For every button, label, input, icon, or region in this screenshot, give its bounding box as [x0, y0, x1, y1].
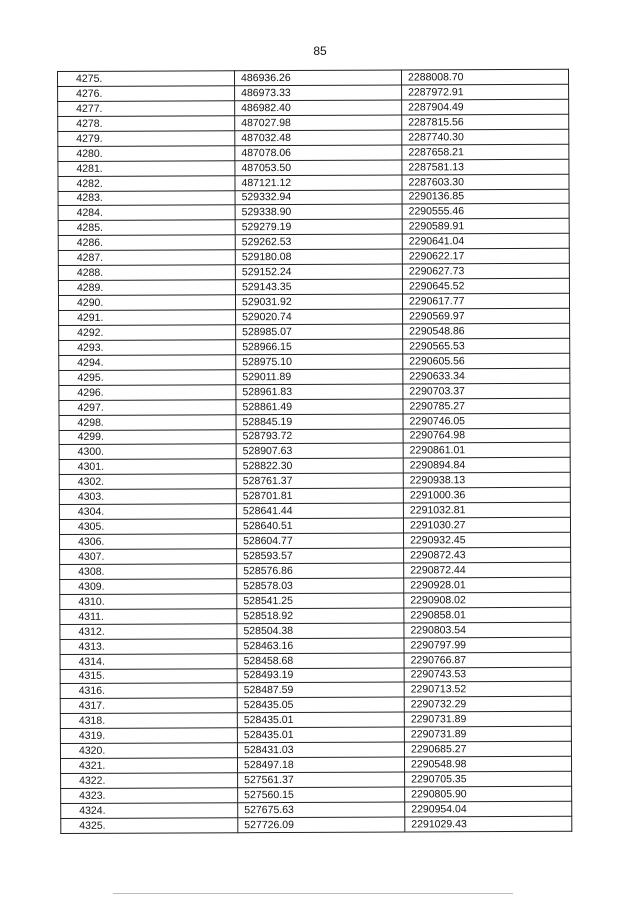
- northing-cell: 2290805.90: [405, 786, 572, 802]
- northing-cell: 2287972.91: [402, 84, 569, 100]
- easting-cell: 527561.37: [238, 772, 405, 788]
- point-number-cell: 4296.: [59, 384, 236, 400]
- northing-cell: 2291030.27: [403, 517, 570, 533]
- point-number-cell: 4289.: [58, 280, 235, 296]
- northing-cell: 2290622.17: [402, 249, 569, 265]
- point-number-cell: 4301.: [59, 459, 236, 475]
- point-number-cell: 4325.: [61, 818, 238, 834]
- easting-cell: 529180.08: [235, 249, 402, 265]
- easting-cell: 528435.01: [237, 727, 404, 743]
- northing-cell: 2290617.77: [402, 293, 569, 309]
- bottom-rule: [113, 893, 513, 894]
- easting-cell: 528463.16: [237, 638, 404, 654]
- northing-cell: 2290858.01: [404, 607, 571, 623]
- easting-cell: 528497.18: [237, 757, 404, 773]
- easting-cell: 527675.63: [238, 802, 405, 818]
- point-number-cell: 4314.: [60, 653, 237, 669]
- easting-cell: 529332.94: [235, 189, 402, 205]
- point-number-cell: 4307.: [60, 549, 237, 565]
- easting-cell: 529262.53: [235, 234, 402, 250]
- easting-cell: 528518.92: [237, 608, 404, 624]
- easting-cell: 487053.50: [235, 160, 402, 176]
- point-number-cell: 4287.: [58, 250, 235, 266]
- northing-cell: 2291032.81: [403, 502, 570, 518]
- point-number-cell: 4275.: [58, 71, 235, 87]
- northing-cell: 2287904.49: [402, 99, 569, 115]
- point-number-cell: 4309.: [60, 579, 237, 595]
- northing-cell: 2290565.53: [403, 338, 570, 354]
- point-number-cell: 4282.: [58, 175, 235, 191]
- easting-cell: 528907.63: [236, 443, 403, 459]
- northing-cell: 2290797.99: [404, 637, 571, 653]
- northing-cell: 2290731.89: [404, 727, 571, 743]
- point-number-cell: 4293.: [59, 340, 236, 356]
- northing-cell: 2290746.05: [403, 413, 570, 429]
- table-row: [61, 816, 572, 833]
- point-number-cell: 4297.: [59, 399, 236, 415]
- easting-cell: 528966.15: [236, 339, 403, 355]
- northing-cell: 2290928.01: [404, 577, 571, 593]
- northing-cell: 2290548.86: [403, 323, 570, 339]
- northing-cell: 2287815.56: [402, 114, 569, 130]
- point-number-cell: 4308.: [60, 564, 237, 580]
- easting-cell: 528793.72: [236, 428, 403, 444]
- northing-cell: 2290764.98: [403, 428, 570, 444]
- northing-cell: 2288008.70: [401, 69, 568, 85]
- point-number-cell: 4312.: [60, 623, 237, 639]
- easting-cell: 528431.03: [237, 742, 404, 758]
- northing-cell: 2290136.85: [402, 189, 569, 205]
- coordinates-table: [57, 69, 572, 834]
- northing-cell: 2290872.43: [404, 547, 571, 563]
- northing-cell: 2290803.54: [404, 622, 571, 638]
- point-number-cell: 4303.: [59, 489, 236, 505]
- point-number-cell: 4316.: [60, 683, 237, 699]
- easting-cell: 528641.44: [236, 503, 403, 519]
- point-number-cell: 4281.: [58, 160, 235, 176]
- coordinates-table-body: [58, 69, 572, 833]
- easting-cell: 529011.89: [236, 369, 403, 385]
- easting-cell: 529152.24: [235, 264, 402, 280]
- easting-cell: 486936.26: [235, 70, 402, 86]
- easting-cell: 528458.68: [237, 653, 404, 669]
- point-number-cell: 4324.: [61, 803, 238, 819]
- easting-cell: 486982.40: [235, 100, 402, 116]
- easting-cell: 487121.12: [235, 175, 402, 191]
- northing-cell: 2290766.87: [404, 652, 571, 668]
- point-number-cell: 4284.: [58, 205, 235, 221]
- northing-cell: 2290938.13: [403, 473, 570, 489]
- point-number-cell: 4310.: [60, 594, 237, 610]
- northing-cell: 2290589.91: [402, 219, 569, 235]
- easting-cell: 487032.48: [235, 130, 402, 146]
- point-number-cell: 4295.: [59, 369, 236, 385]
- northing-cell: 2290548.98: [404, 756, 571, 772]
- point-number-cell: 4279.: [58, 130, 235, 146]
- point-number-cell: 4302.: [59, 474, 236, 490]
- northing-cell: 2290785.27: [403, 398, 570, 414]
- easting-cell: 529338.90: [235, 204, 402, 220]
- northing-cell: 2290605.56: [403, 353, 570, 369]
- point-number-cell: 4315.: [60, 668, 237, 684]
- point-number-cell: 4299.: [59, 429, 236, 445]
- point-number-cell: 4306.: [60, 534, 237, 550]
- easting-cell: 528604.77: [237, 533, 404, 549]
- point-number-cell: 4300.: [59, 444, 236, 460]
- point-number-cell: 4277.: [58, 101, 235, 117]
- easting-cell: 527726.09: [238, 817, 405, 833]
- point-number-cell: 4317.: [60, 698, 237, 714]
- point-number-cell: 4321.: [61, 758, 238, 774]
- easting-cell: 528822.30: [236, 458, 403, 474]
- easting-cell: 528701.81: [236, 488, 403, 504]
- point-number-cell: 4283.: [58, 190, 235, 206]
- northing-cell: 2290713.52: [404, 682, 571, 698]
- easting-cell: 528761.37: [236, 473, 403, 489]
- northing-cell: 2290743.53: [404, 667, 571, 683]
- northing-cell: 2290569.97: [403, 308, 570, 324]
- point-number-cell: 4292.: [59, 325, 236, 341]
- point-number-cell: 4322.: [61, 773, 238, 789]
- point-number-cell: 4276.: [58, 86, 235, 102]
- northing-cell: 2287658.21: [402, 144, 569, 160]
- easting-cell: 528541.25: [237, 593, 404, 609]
- northing-cell: 2290954.04: [405, 801, 572, 817]
- northing-cell: 2290732.29: [404, 697, 571, 713]
- point-number-cell: 4305.: [59, 519, 236, 535]
- northing-cell: 2290627.73: [402, 263, 569, 279]
- point-number-cell: 4313.: [60, 638, 237, 654]
- northing-cell: 2291000.36: [403, 488, 570, 504]
- northing-cell: 2290705.35: [405, 771, 572, 787]
- northing-cell: 2290555.46: [402, 204, 569, 220]
- easting-cell: 528640.51: [236, 518, 403, 534]
- easting-cell: 528435.05: [237, 697, 404, 713]
- easting-cell: 528975.10: [236, 354, 403, 370]
- point-number-cell: 4323.: [61, 788, 238, 804]
- easting-cell: 528504.38: [237, 623, 404, 639]
- easting-cell: 528593.57: [237, 548, 404, 564]
- northing-cell: 2290908.02: [404, 592, 571, 608]
- easting-cell: 528845.19: [236, 414, 403, 430]
- easting-cell: 487027.98: [235, 115, 402, 131]
- easting-cell: 529020.74: [236, 309, 403, 325]
- easting-cell: 486973.33: [235, 85, 402, 101]
- point-number-cell: 4288.: [58, 265, 235, 281]
- easting-cell: 529279.19: [235, 219, 402, 235]
- northing-cell: 2287581.13: [402, 159, 569, 175]
- point-number-cell: 4286.: [58, 235, 235, 251]
- northing-cell: 2290703.37: [403, 383, 570, 399]
- northing-cell: 2287740.30: [402, 129, 569, 145]
- northing-cell: 2290685.27: [404, 741, 571, 757]
- easting-cell: 528985.07: [236, 324, 403, 340]
- northing-cell: 2290645.52: [402, 278, 569, 294]
- northing-cell: 2290861.01: [403, 443, 570, 459]
- point-number-cell: 4285.: [58, 220, 235, 236]
- point-number-cell: 4318.: [60, 713, 237, 729]
- easting-cell: 528487.59: [237, 682, 404, 698]
- northing-cell: 2291029.43: [405, 816, 572, 832]
- page-number: 85: [313, 44, 327, 58]
- northing-cell: 2290731.89: [404, 712, 571, 728]
- point-number-cell: 4294.: [59, 355, 236, 371]
- northing-cell: 2290641.04: [402, 234, 569, 250]
- northing-cell: 2287603.30: [402, 174, 569, 190]
- easting-cell: 529143.35: [235, 279, 402, 295]
- easting-cell: 528861.49: [236, 399, 403, 415]
- easting-cell: 528576.86: [237, 563, 404, 579]
- easting-cell: 528435.01: [237, 712, 404, 728]
- point-number-cell: 4291.: [59, 310, 236, 326]
- easting-cell: 528578.03: [237, 578, 404, 594]
- point-number-cell: 4304.: [59, 504, 236, 520]
- easting-cell: 528961.83: [236, 384, 403, 400]
- point-number-cell: 4280.: [58, 145, 235, 161]
- easting-cell: 487078.06: [235, 145, 402, 161]
- point-number-cell: 4320.: [60, 743, 237, 759]
- point-number-cell: 4290.: [58, 295, 235, 311]
- easting-cell: 528493.19: [237, 667, 404, 683]
- easting-cell: 527560.15: [238, 787, 405, 803]
- northing-cell: 2290894.84: [403, 458, 570, 474]
- easting-cell: 529031.92: [235, 294, 402, 310]
- northing-cell: 2290633.34: [403, 368, 570, 384]
- northing-cell: 2290932.45: [404, 532, 571, 548]
- point-number-cell: 4278.: [58, 116, 235, 132]
- point-number-cell: 4311.: [60, 608, 237, 624]
- northing-cell: 2290872.44: [404, 562, 571, 578]
- point-number-cell: 4319.: [60, 728, 237, 744]
- point-number-cell: 4298.: [59, 414, 236, 430]
